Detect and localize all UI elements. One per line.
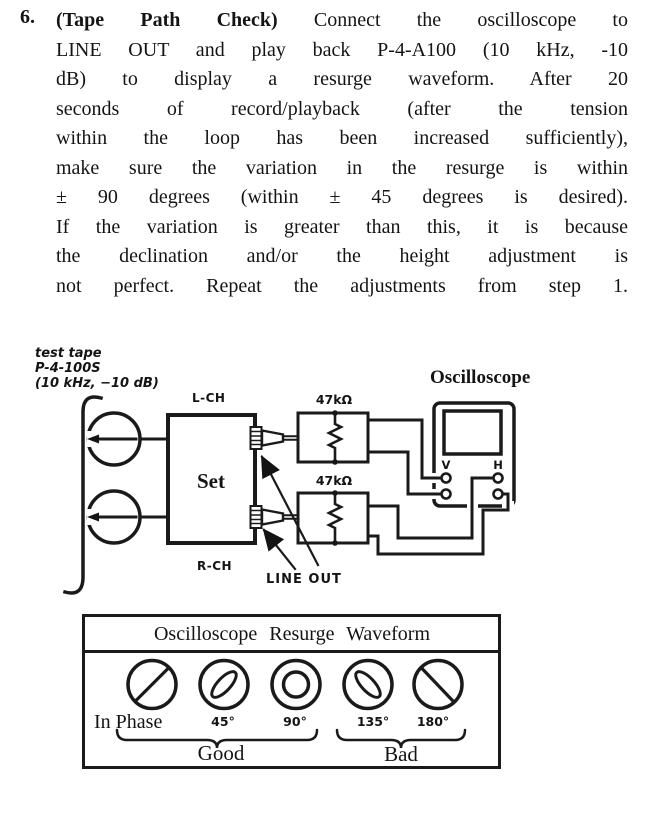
phase-label-90: 90° [283,714,307,729]
svg-text:test tape: test tape [35,346,102,361]
paragraph-line: If the variation is greater than this, it is because [56,215,628,238]
line-out-jack-rch [251,506,299,528]
paragraph-line: ± 90 degrees (within ± 45 degrees is desired). [56,186,628,208]
r-ch-label: R-CH [197,559,233,573]
phase-label-inphase: In Phase [94,711,163,733]
waveform-box-title: Oscilloscope Resurge Waveform [153,623,431,645]
bad-label: Bad [384,742,418,766]
v-input-terminal [442,474,451,483]
tape-path-check-heading: (Tape Path Check) [56,9,278,31]
resistor-rch-label: 47kΩ [315,473,353,488]
paragraph-line: dB) to display a resurge waveform. After 20 [56,68,628,90]
h-ground-terminal [494,490,503,499]
terminator-box-lch [298,413,368,462]
waveform-circle-135 [344,661,392,709]
h-terminal-label: H [493,458,503,472]
wire-lch-to-v-top [368,420,441,478]
paragraph-line: (Tape Path Check) Connect the oscilloscope to [56,9,628,31]
test-tape-label [35,346,159,391]
paragraph-line: make sure the variation in the resurge is within [56,156,628,179]
resistor-lch-label: 47kΩ [315,392,353,407]
paragraph-line: not perfect. Repeat the adjustments from step 1. [56,274,628,297]
waveform-circle-90 [272,661,320,709]
svg-text:(10 kHz, −10 dB): (10 kHz, −10 dB) [35,376,159,391]
svg-text:P-4-100S: P-4-100S [35,361,101,376]
v-ground-terminal [442,490,451,499]
phase-label-135: 135° [356,714,390,729]
line-out-jack-lch [251,427,299,449]
waveform-circle-45 [200,661,248,709]
line-out-arrow-bottom [264,530,295,569]
l-ch-label: L-CH [192,391,226,405]
good-label: Good [197,741,245,765]
oscilloscope-label: Oscilloscope [430,367,531,388]
terminator-box-rch [298,493,368,543]
h-input-terminal [494,474,503,483]
resistor-lch [329,410,341,465]
phase-label-45: 45° [211,714,235,729]
paragraph-line: LINE OUT and play back P-4-A100 (10 kHz, -10 [56,38,628,61]
v-terminal-label: V [441,458,451,472]
line-out-label: LINE OUT [266,572,342,587]
step-number: 6. [20,6,35,28]
paragraph-line: seconds of record/playback (after the tension [56,97,628,120]
paragraph-line: the declination and/or the height adjustment is [56,245,628,267]
resistor-rch [329,490,341,546]
set-box-label: Set [197,469,225,493]
paragraph-line: within the loop has been increased sufficiently), [56,127,628,149]
phase-label-180: 180° [416,714,450,729]
